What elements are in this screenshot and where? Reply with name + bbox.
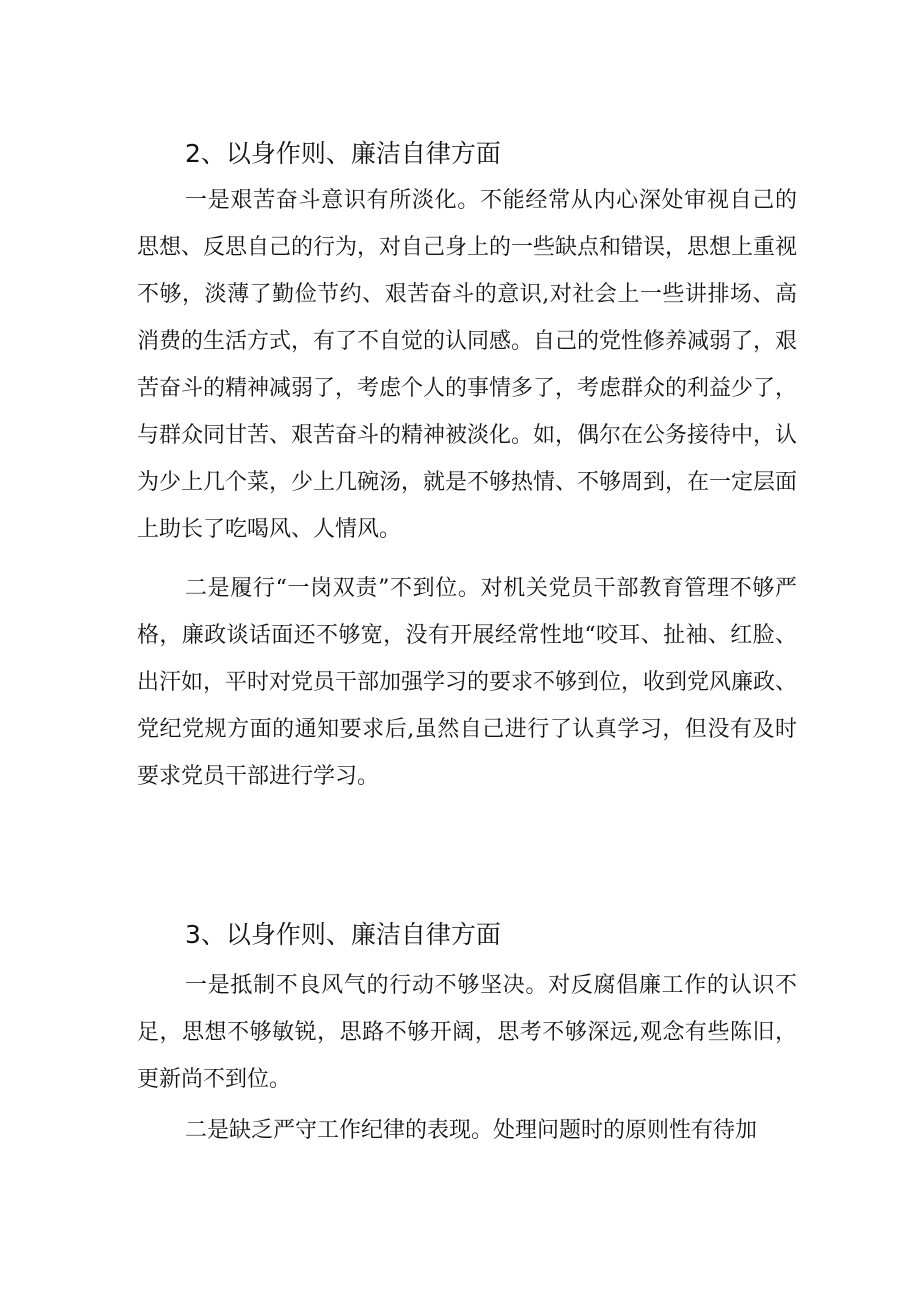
paragraph: 一是抵制不良风气的行动不够坚决。对反腐倡廉工作的认识不足，思想不够敏锐，思路不够开阔，思考不够深远,观念有些陈旧，更新尚不到位。 — [137, 973, 797, 1092]
section-heading: 3、以身作则、廉洁自律方面 — [185, 920, 501, 949]
paragraph: 一是艰苦奋斗意识有所淡化。不能经常从内心深处审视自己的思想、反思自己的行为，对自己身上的一些缺点和错误，思想上重视不够，淡薄了勤俭节约、艰苦奋斗的意识,对社会上一些讲排场、高消费的生活方式，有了不自觉的认同感。自己的党性修养减弱了，艰苦奋斗的精神减弱了，考虑个人的事情多了，考虑群众的利益少了，与群众同甘苦、艰苦奋斗的精神被淡化。如，偶尔在公务接待中，认为少上几个菜，少上几碗汤，就是不够热情、不够周到，在一定层面上助长了吃喝风、人情风。 — [137, 188, 798, 542]
paragraph: 二是缺乏严守工作纪律的表现。处理问题时的原则性有待加 — [185, 1118, 758, 1143]
section-heading: 2、以身作则、廉洁自律方面 — [185, 139, 501, 168]
paragraph: 二是履行“一岗双责”不到位。对机关党员干部教育管理不够严格，廉政谈话面还不够宽，没有开展经常性地“咬耳、扯袖、红脸、出汗如，平时对党员干部加强学习的要求不够到位，收到党风廉政、党纪党规方面的通知要求后,虽然自己进行了认真学习，但没有及时要求党员干部进行学习。 — [137, 576, 798, 789]
